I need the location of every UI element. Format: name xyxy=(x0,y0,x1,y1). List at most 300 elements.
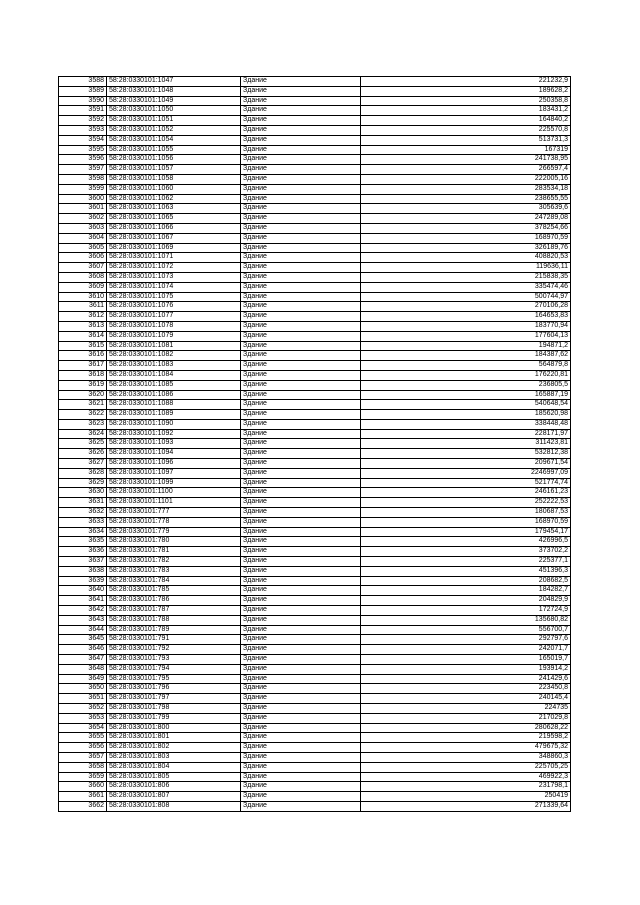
table-row xyxy=(59,498,571,508)
row-number-cell: 3649 xyxy=(59,674,107,684)
table-row xyxy=(59,684,571,694)
table-row xyxy=(59,204,571,214)
table-row xyxy=(59,331,571,341)
row-number-cell: 3658 xyxy=(59,762,107,772)
cadastral-value-cell: 240145,4 xyxy=(361,694,571,704)
object-type-cell: Здание xyxy=(241,263,361,273)
table-row xyxy=(59,96,571,106)
cadastral-value-cell: 168970,59 xyxy=(361,233,571,243)
table-row xyxy=(59,361,571,371)
object-type-cell: Здание xyxy=(241,615,361,625)
cadastral-number-cell: 58:28:0330101:1079 xyxy=(107,331,241,341)
table-row xyxy=(59,694,571,704)
cadastral-value-cell: 335474,46 xyxy=(361,282,571,292)
cadastral-value-cell: 556700,7 xyxy=(361,625,571,635)
cadastral-number-cell: 58:28:0330101:1081 xyxy=(107,341,241,351)
table-row xyxy=(59,390,571,400)
cadastral-value-cell: 292797,6 xyxy=(361,635,571,645)
cadastral-number-cell: 58:28:0330101:1048 xyxy=(107,86,241,96)
object-type-cell: Здание xyxy=(241,645,361,655)
cadastral-number-cell: 58:28:0330101:1072 xyxy=(107,263,241,273)
table-row xyxy=(59,233,571,243)
cadastral-number-cell: 58:28:0330101:1084 xyxy=(107,370,241,380)
object-type-cell: Здание xyxy=(241,253,361,263)
table-row xyxy=(59,792,571,802)
object-type-cell: Здание xyxy=(241,694,361,704)
row-number-cell: 3656 xyxy=(59,743,107,753)
object-type-cell: Здание xyxy=(241,733,361,743)
cadastral-number-cell: 58:28:0330101:802 xyxy=(107,743,241,753)
object-type-cell: Здание xyxy=(241,204,361,214)
cadastral-value-cell: 250419 xyxy=(361,792,571,802)
object-type-cell: Здание xyxy=(241,233,361,243)
row-number-cell: 3625 xyxy=(59,439,107,449)
table-row xyxy=(59,302,571,312)
cadastral-value-cell: 271339,64 xyxy=(361,801,571,811)
row-number-cell: 3616 xyxy=(59,351,107,361)
cadastral-value-cell: 247289,08 xyxy=(361,214,571,224)
object-type-cell: Здание xyxy=(241,566,361,576)
cadastral-number-cell: 58:28:0330101:1078 xyxy=(107,321,241,331)
cadastral-value-cell: 532812,38 xyxy=(361,449,571,459)
cadastral-value-cell: 242071,7 xyxy=(361,645,571,655)
table-row xyxy=(59,410,571,420)
table-row xyxy=(59,752,571,762)
object-type-cell: Здание xyxy=(241,723,361,733)
row-number-cell: 3647 xyxy=(59,655,107,665)
table-row xyxy=(59,214,571,224)
table-row xyxy=(59,312,571,322)
table-row xyxy=(59,615,571,625)
cadastral-number-cell: 58:28:0330101:1065 xyxy=(107,214,241,224)
cadastral-value-cell: 183431,2 xyxy=(361,106,571,116)
object-type-cell: Здание xyxy=(241,517,361,527)
row-number-cell: 3613 xyxy=(59,321,107,331)
row-number-cell: 3631 xyxy=(59,498,107,508)
cadastral-number-cell: 58:28:0330101:1054 xyxy=(107,135,241,145)
object-type-cell: Здание xyxy=(241,292,361,302)
object-type-cell: Здание xyxy=(241,625,361,635)
cadastral-number-cell: 58:28:0330101:805 xyxy=(107,772,241,782)
object-type-cell: Здание xyxy=(241,419,361,429)
table-row xyxy=(59,723,571,733)
cadastral-value-cell: 283534,18 xyxy=(361,184,571,194)
cadastral-number-cell: 58:28:0330101:1101 xyxy=(107,498,241,508)
cadastral-number-cell: 58:28:0330101:1094 xyxy=(107,449,241,459)
table-row xyxy=(59,713,571,723)
cadastral-value-cell: 194871,2 xyxy=(361,341,571,351)
table-row xyxy=(59,625,571,635)
table-row xyxy=(59,243,571,253)
object-type-cell: Здание xyxy=(241,468,361,478)
cadastral-number-cell: 58:28:0330101:1100 xyxy=(107,488,241,498)
row-number-cell: 3623 xyxy=(59,419,107,429)
table-row xyxy=(59,370,571,380)
object-type-cell: Здание xyxy=(241,390,361,400)
cadastral-value-cell: 266597,4 xyxy=(361,165,571,175)
object-type-cell: Здание xyxy=(241,684,361,694)
table-row xyxy=(59,527,571,537)
row-number-cell: 3596 xyxy=(59,155,107,165)
cadastral-value-cell: 305639,6 xyxy=(361,204,571,214)
row-number-cell: 3634 xyxy=(59,527,107,537)
cadastral-number-cell: 58:28:0330101:1082 xyxy=(107,351,241,361)
table-row xyxy=(59,517,571,527)
object-type-cell: Здание xyxy=(241,321,361,331)
cadastral-value-cell: 469922,3 xyxy=(361,772,571,782)
row-number-cell: 3627 xyxy=(59,459,107,469)
row-number-cell: 3642 xyxy=(59,606,107,616)
cadastral-value-cell: 180687,53 xyxy=(361,508,571,518)
table-row xyxy=(59,645,571,655)
row-number-cell: 3661 xyxy=(59,792,107,802)
cadastral-value-cell: 183770,94 xyxy=(361,321,571,331)
cadastral-value-cell: 225705,25 xyxy=(361,762,571,772)
cadastral-value-cell: 270106,28 xyxy=(361,302,571,312)
cadastral-number-cell: 58:28:0330101:1057 xyxy=(107,165,241,175)
cadastral-number-cell: 58:28:0330101:777 xyxy=(107,508,241,518)
row-number-cell: 3621 xyxy=(59,400,107,410)
object-type-cell: Здание xyxy=(241,537,361,547)
row-number-cell: 3620 xyxy=(59,390,107,400)
row-number-cell: 3617 xyxy=(59,361,107,371)
cadastral-value-cell: 189628,2 xyxy=(361,86,571,96)
table-row xyxy=(59,419,571,429)
table-row xyxy=(59,400,571,410)
cadastral-number-cell: 58:28:0330101:782 xyxy=(107,557,241,567)
cadastral-value-cell: 241429,6 xyxy=(361,674,571,684)
table-row xyxy=(59,655,571,665)
table-row xyxy=(59,449,571,459)
table-row xyxy=(59,145,571,155)
row-number-cell: 3622 xyxy=(59,410,107,420)
object-type-cell: Здание xyxy=(241,508,361,518)
object-type-cell: Здание xyxy=(241,165,361,175)
cadastral-value-cell: 250358,8 xyxy=(361,96,571,106)
cadastral-number-cell: 58:28:0330101:1099 xyxy=(107,478,241,488)
cadastral-value-cell: 204829,9 xyxy=(361,596,571,606)
row-number-cell: 3653 xyxy=(59,713,107,723)
object-type-cell: Здание xyxy=(241,106,361,116)
table-row xyxy=(59,606,571,616)
cadastral-value-cell: 338448,48 xyxy=(361,419,571,429)
row-number-cell: 3603 xyxy=(59,223,107,233)
row-number-cell: 3594 xyxy=(59,135,107,145)
object-type-cell: Здание xyxy=(241,459,361,469)
object-type-cell: Здание xyxy=(241,351,361,361)
object-type-cell: Здание xyxy=(241,713,361,723)
cadastral-value-cell: 165019,7 xyxy=(361,655,571,665)
cadastral-number-cell: 58:28:0330101:781 xyxy=(107,547,241,557)
cadastral-number-cell: 58:28:0330101:789 xyxy=(107,625,241,635)
cadastral-number-cell: 58:28:0330101:1097 xyxy=(107,468,241,478)
cadastral-value-cell: 221232,9 xyxy=(361,77,571,87)
table-row xyxy=(59,782,571,792)
object-type-cell: Здание xyxy=(241,762,361,772)
table-row xyxy=(59,253,571,263)
object-type-cell: Здание xyxy=(241,576,361,586)
table-row xyxy=(59,576,571,586)
row-number-cell: 3655 xyxy=(59,733,107,743)
cadastral-number-cell: 58:28:0330101:1077 xyxy=(107,312,241,322)
table-row xyxy=(59,194,571,204)
table-row xyxy=(59,292,571,302)
table-row xyxy=(59,439,571,449)
cadastral-value-cell: 246161,23 xyxy=(361,488,571,498)
object-type-cell: Здание xyxy=(241,184,361,194)
row-number-cell: 3644 xyxy=(59,625,107,635)
cadastral-value-cell: 236805,5 xyxy=(361,380,571,390)
row-number-cell: 3612 xyxy=(59,312,107,322)
object-type-cell: Здание xyxy=(241,449,361,459)
row-number-cell: 3659 xyxy=(59,772,107,782)
cadastral-value-cell: 224735 xyxy=(361,704,571,714)
table-row xyxy=(59,263,571,273)
cadastral-value-cell: 479675,32 xyxy=(361,743,571,753)
table-row xyxy=(59,704,571,714)
table-row xyxy=(59,508,571,518)
cadastral-value-cell: 238655,55 xyxy=(361,194,571,204)
cadastral-value-table xyxy=(58,76,571,812)
object-type-cell: Здание xyxy=(241,282,361,292)
object-type-cell: Здание xyxy=(241,664,361,674)
object-type-cell: Здание xyxy=(241,243,361,253)
cadastral-number-cell: 58:28:0330101:1092 xyxy=(107,429,241,439)
table-row xyxy=(59,125,571,135)
cadastral-value-cell: 172724,9 xyxy=(361,606,571,616)
cadastral-number-cell: 58:28:0330101:803 xyxy=(107,752,241,762)
cadastral-value-cell: 165887,19 xyxy=(361,390,571,400)
cadastral-number-cell: 58:28:0330101:1076 xyxy=(107,302,241,312)
row-number-cell: 3598 xyxy=(59,174,107,184)
row-number-cell: 3652 xyxy=(59,704,107,714)
row-number-cell: 3633 xyxy=(59,517,107,527)
row-number-cell: 3630 xyxy=(59,488,107,498)
table-row xyxy=(59,429,571,439)
object-type-cell: Здание xyxy=(241,586,361,596)
cadastral-number-cell: 58:28:0330101:1088 xyxy=(107,400,241,410)
cadastral-value-cell: 167319 xyxy=(361,145,571,155)
cadastral-value-cell: 119636,11 xyxy=(361,263,571,273)
cadastral-number-cell: 58:28:0330101:1051 xyxy=(107,116,241,126)
cadastral-value-cell: 252222,53 xyxy=(361,498,571,508)
table-row xyxy=(59,135,571,145)
row-number-cell: 3597 xyxy=(59,165,107,175)
row-number-cell: 3662 xyxy=(59,801,107,811)
cadastral-value-cell: 225377,1 xyxy=(361,557,571,567)
table-row xyxy=(59,801,571,811)
row-number-cell: 3624 xyxy=(59,429,107,439)
row-number-cell: 3606 xyxy=(59,253,107,263)
cadastral-value-cell: 164840,2 xyxy=(361,116,571,126)
object-type-cell: Здание xyxy=(241,547,361,557)
row-number-cell: 3609 xyxy=(59,282,107,292)
cadastral-number-cell: 58:28:0330101:794 xyxy=(107,664,241,674)
cadastral-value-cell: 408820,53 xyxy=(361,253,571,263)
row-number-cell: 3628 xyxy=(59,468,107,478)
object-type-cell: Здание xyxy=(241,439,361,449)
cadastral-value-cell: 500744,97 xyxy=(361,292,571,302)
row-number-cell: 3637 xyxy=(59,557,107,567)
cadastral-value-cell: 540648,54 xyxy=(361,400,571,410)
cadastral-value-cell: 373702,2 xyxy=(361,547,571,557)
cadastral-value-cell: 176220,81 xyxy=(361,370,571,380)
cadastral-number-cell: 58:28:0330101:806 xyxy=(107,782,241,792)
object-type-cell: Здание xyxy=(241,704,361,714)
object-type-cell: Здание xyxy=(241,498,361,508)
row-number-cell: 3657 xyxy=(59,752,107,762)
cadastral-value-cell: 426996,5 xyxy=(361,537,571,547)
cadastral-number-cell: 58:28:0330101:1073 xyxy=(107,272,241,282)
row-number-cell: 3629 xyxy=(59,478,107,488)
cadastral-number-cell: 58:28:0330101:1066 xyxy=(107,223,241,233)
cadastral-number-cell: 58:28:0330101:779 xyxy=(107,527,241,537)
cadastral-value-cell: 217029,8 xyxy=(361,713,571,723)
table-row xyxy=(59,184,571,194)
row-number-cell: 3591 xyxy=(59,106,107,116)
cadastral-number-cell: 58:28:0330101:788 xyxy=(107,615,241,625)
row-number-cell: 3645 xyxy=(59,635,107,645)
row-number-cell: 3618 xyxy=(59,370,107,380)
cadastral-number-cell: 58:28:0330101:780 xyxy=(107,537,241,547)
cadastral-value-cell: 228171,97 xyxy=(361,429,571,439)
row-number-cell: 3592 xyxy=(59,116,107,126)
object-type-cell: Здание xyxy=(241,478,361,488)
cadastral-value-cell: 311423,81 xyxy=(361,439,571,449)
row-number-cell: 3605 xyxy=(59,243,107,253)
row-number-cell: 3638 xyxy=(59,566,107,576)
cadastral-value-cell: 451396,3 xyxy=(361,566,571,576)
cadastral-value-cell: 184387,62 xyxy=(361,351,571,361)
object-type-cell: Здание xyxy=(241,331,361,341)
table-row xyxy=(59,86,571,96)
table-row xyxy=(59,733,571,743)
row-number-cell: 3632 xyxy=(59,508,107,518)
row-number-cell: 3648 xyxy=(59,664,107,674)
cadastral-number-cell: 58:28:0330101:1063 xyxy=(107,204,241,214)
object-type-cell: Здание xyxy=(241,674,361,684)
cadastral-value-cell: 177604,13 xyxy=(361,331,571,341)
row-number-cell: 3639 xyxy=(59,576,107,586)
object-type-cell: Здание xyxy=(241,527,361,537)
table-row xyxy=(59,341,571,351)
table-row xyxy=(59,174,571,184)
table-row xyxy=(59,537,571,547)
cadastral-number-cell: 58:28:0330101:1067 xyxy=(107,233,241,243)
cadastral-value-cell: 513731,3 xyxy=(361,135,571,145)
table-row xyxy=(59,321,571,331)
row-number-cell: 3590 xyxy=(59,96,107,106)
row-number-cell: 3608 xyxy=(59,272,107,282)
table-row xyxy=(59,674,571,684)
cadastral-number-cell: 58:28:0330101:1090 xyxy=(107,419,241,429)
table-row xyxy=(59,772,571,782)
cadastral-number-cell: 58:28:0330101:786 xyxy=(107,596,241,606)
cadastral-number-cell: 58:28:0330101:808 xyxy=(107,801,241,811)
cadastral-value-cell: 208682,5 xyxy=(361,576,571,586)
cadastral-value-cell: 564879,8 xyxy=(361,361,571,371)
row-number-cell: 3595 xyxy=(59,145,107,155)
object-type-cell: Здание xyxy=(241,135,361,145)
row-number-cell: 3604 xyxy=(59,233,107,243)
table-row xyxy=(59,596,571,606)
cadastral-number-cell: 58:28:0330101:1058 xyxy=(107,174,241,184)
cadastral-number-cell: 58:28:0330101:1074 xyxy=(107,282,241,292)
cadastral-number-cell: 58:28:0330101:1069 xyxy=(107,243,241,253)
cadastral-value-cell: 209671,54 xyxy=(361,459,571,469)
object-type-cell: Здание xyxy=(241,782,361,792)
table-row xyxy=(59,351,571,361)
row-number-cell: 3640 xyxy=(59,586,107,596)
cadastral-value-cell: 193914,2 xyxy=(361,664,571,674)
row-number-cell: 3610 xyxy=(59,292,107,302)
table-row xyxy=(59,155,571,165)
table-row xyxy=(59,106,571,116)
cadastral-value-cell: 179454,17 xyxy=(361,527,571,537)
cadastral-number-cell: 58:28:0330101:1055 xyxy=(107,145,241,155)
cadastral-number-cell: 58:28:0330101:1050 xyxy=(107,106,241,116)
object-type-cell: Здание xyxy=(241,174,361,184)
object-type-cell: Здание xyxy=(241,488,361,498)
cadastral-value-cell: 225570,8 xyxy=(361,125,571,135)
object-type-cell: Здание xyxy=(241,792,361,802)
row-number-cell: 3588 xyxy=(59,77,107,87)
object-type-cell: Здание xyxy=(241,400,361,410)
object-type-cell: Здание xyxy=(241,194,361,204)
row-number-cell: 3641 xyxy=(59,596,107,606)
object-type-cell: Здание xyxy=(241,96,361,106)
table-row xyxy=(59,459,571,469)
cadastral-number-cell: 58:28:0330101:1049 xyxy=(107,96,241,106)
table-row xyxy=(59,743,571,753)
cadastral-number-cell: 58:28:0330101:807 xyxy=(107,792,241,802)
object-type-cell: Здание xyxy=(241,77,361,87)
table-row xyxy=(59,272,571,282)
table-row xyxy=(59,557,571,567)
row-number-cell: 3635 xyxy=(59,537,107,547)
cadastral-value-cell: 378254,66 xyxy=(361,223,571,233)
object-type-cell: Здание xyxy=(241,596,361,606)
row-number-cell: 3599 xyxy=(59,184,107,194)
cadastral-number-cell: 58:28:0330101:1052 xyxy=(107,125,241,135)
object-type-cell: Здание xyxy=(241,214,361,224)
cadastral-value-cell: 184282,7 xyxy=(361,586,571,596)
row-number-cell: 3626 xyxy=(59,449,107,459)
object-type-cell: Здание xyxy=(241,752,361,762)
object-type-cell: Здание xyxy=(241,370,361,380)
cadastral-value-cell: 348860,3 xyxy=(361,752,571,762)
object-type-cell: Здание xyxy=(241,223,361,233)
table-row xyxy=(59,165,571,175)
cadastral-number-cell: 58:28:0330101:795 xyxy=(107,674,241,684)
cadastral-number-cell: 58:28:0330101:1060 xyxy=(107,184,241,194)
cadastral-number-cell: 58:28:0330101:784 xyxy=(107,576,241,586)
cadastral-number-cell: 58:28:0330101:1086 xyxy=(107,390,241,400)
object-type-cell: Здание xyxy=(241,557,361,567)
row-number-cell: 3643 xyxy=(59,615,107,625)
cadastral-number-cell: 58:28:0330101:778 xyxy=(107,517,241,527)
cadastral-value-cell: 185620,98 xyxy=(361,410,571,420)
cadastral-value-cell: 215838,35 xyxy=(361,272,571,282)
object-type-cell: Здание xyxy=(241,145,361,155)
cadastral-value-cell: 241738,95 xyxy=(361,155,571,165)
row-number-cell: 3651 xyxy=(59,694,107,704)
table-row xyxy=(59,223,571,233)
cadastral-value-cell: 521774,74 xyxy=(361,478,571,488)
row-number-cell: 3601 xyxy=(59,204,107,214)
cadastral-number-cell: 58:28:0330101:1047 xyxy=(107,77,241,87)
table-row xyxy=(59,664,571,674)
